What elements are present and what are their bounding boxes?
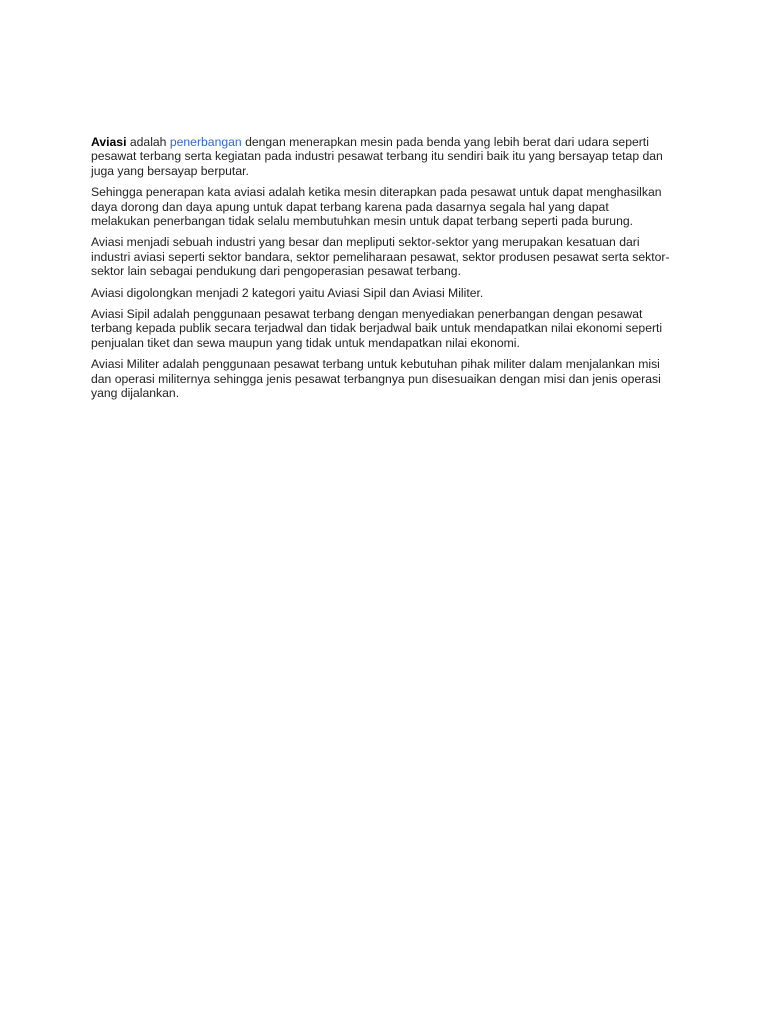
paragraph-penerapan: Sehingga penerapan kata aviasi adalah ketika mesin diterapkan pada pesawat untuk dapat menghasilkan daya dorong dan daya apung untuk dapat terbang karena pada dasarnya segala hal yang dapat melakukan penerbangan tidak selalu membutuhkan mesin untuk dapat terbang seperti pada burung. [91, 185, 662, 229]
term-aviasi: Aviasi [91, 135, 127, 149]
paragraph-industri: Aviasi menjadi sebuah industri yang besar dan mepliputi sektor-sektor yang merupakan kesatuan dari industri aviasi seperti sektor bandara, sektor pemeliharaan pesawat, sektor produsen pesawat serta sektor-sektor lain sebagai pendukung dari pengoperasian pesawat terbang. [91, 235, 670, 279]
intro-connector-text: adalah [126, 135, 170, 149]
paragraph-aviasi-sipil: Aviasi Sipil adalah penggunaan pesawat terbang dengan menyediakan penerbangan dengan pesawat terbang kepada publik secara terjadwal dan tidak berjadwal baik untuk mendapatkan nilai ekonomi seperti penjualan tiket dan sewa maupun yang tidak untuk mendapatkan nilai ekonomi. [91, 307, 663, 350]
paragraph-kategori: Aviasi digolongkan menjadi 2 kategori yaitu Aviasi Sipil dan Aviasi Militer. [91, 285, 484, 300]
paragraph-aviasi-militer: Aviasi Militer adalah penggunaan pesawat terbang untuk kebutuhan pihak militer dalam menjalankan misi dan operasi militernya sehingga jenis pesawat terbangnya pun disesuaikan dengan misi dan jenis operasi yang dijalankan. [91, 357, 661, 401]
penerbangan-link[interactable]: penerbangan [169, 135, 242, 149]
document-page [91, 135, 671, 401]
intro-rest-text: dengan menerapkan mesin pada benda yang lebih berat dari udara seperti pesawat terbang serta kegiatan pada industri pesawat terbang itu sendiri baik itu yang bersayap tetap dan juga yang bersayap berputar. [91, 135, 663, 178]
intro-paragraph [91, 135, 671, 178]
